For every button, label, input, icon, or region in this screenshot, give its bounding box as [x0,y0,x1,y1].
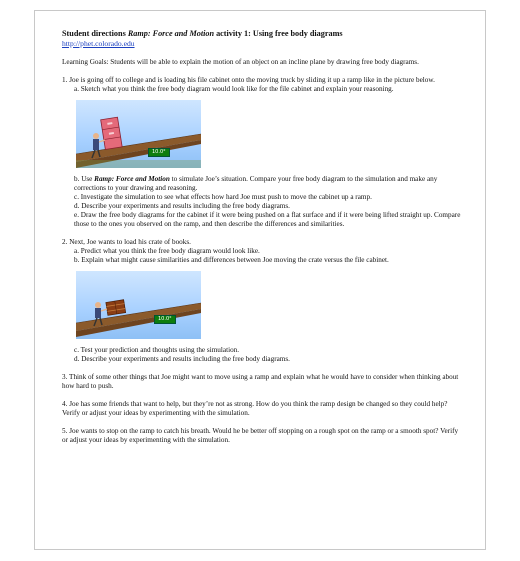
q2-d: d. Describe your experiments and results including the free body diagrams. [74,355,290,363]
page-title [62,29,462,39]
q1-b-part: to simulate Joe’s situation. Compare your free body diagram to the simulation and make any corrections to your drawing and reasoning. [74,175,438,192]
q2-a: a. Predict what you think the free body diagram would look like. [74,247,260,255]
q1-c: c. Investigate the simulation to see what effects how hard Joe must push to move the cabinet up a ramp. [74,193,372,201]
q1-b-sim-name: Ramp: Force and Motion [94,175,170,183]
ramp-angle-readout: 10.0° [154,315,176,324]
q1-b [62,175,462,193]
q2-intro: 2. Next, Joe wants to load his crate of books. [62,238,191,246]
q2-c: c. Test your prediction and thoughts using the simulation. [74,346,240,354]
q2-b: b. Explain what might cause similarities and differences between Joe moving the crate versus the file cabinet. [74,256,389,264]
ramp-angle-readout: 10.0° [148,148,170,157]
learning-goals: Learning Goals: Students will be able to explain the motion of an object on an incline plane by drawing free body diagrams. [62,58,419,66]
q1-e: e. Draw the free body diagrams for the cabinet if it were being pushed on a flat surface and if it were being lifted straight up. Compare those to the ones you observed on the ramp, and then describe the differences and similarities. [74,211,461,228]
q1-d: d. Describe your experiments and results including the free body diagrams. [74,202,290,210]
ramp-simulation-image-cabinet [76,100,201,168]
title-sim-name: Ramp: Force and Motion [127,29,215,38]
q4: 4. Joe has some friends that want to help, but they’re not as strong. How do you think the ramp design be changed so they could help? Verify or adjust your ideas by experimenting with the simulation. [62,400,448,417]
document-body [62,29,462,445]
ramp-simulation-image-crate [76,271,201,339]
title-part: activity 1: Using free body diagrams [214,29,343,38]
q3: 3. Think of some other things that Joe might want to move using a ramp and explain what he would have to consider when thinking about how hard to push. [62,373,459,390]
q1-intro: 1. Joe is going off to college and is loading his file cabinet onto the moving truck by sliding it up a ramp like in the picture below. [62,76,435,84]
q1-a: a. Sketch what you think the free body diagram would look like for the file cabinet and explain your reasoning. [74,85,394,93]
phet-link[interactable]: http://phet.colorado.edu [62,39,135,48]
title-part: Student directions [62,29,128,38]
q1-b-part: b. Use [74,175,95,183]
q5: 5. Joe wants to stop on the ramp to catch his breath. Would he be better off stopping on a rough spot on the ramp or a smooth spot? Verify or adjust your ideas by experimenting with the simulation. [62,427,459,444]
